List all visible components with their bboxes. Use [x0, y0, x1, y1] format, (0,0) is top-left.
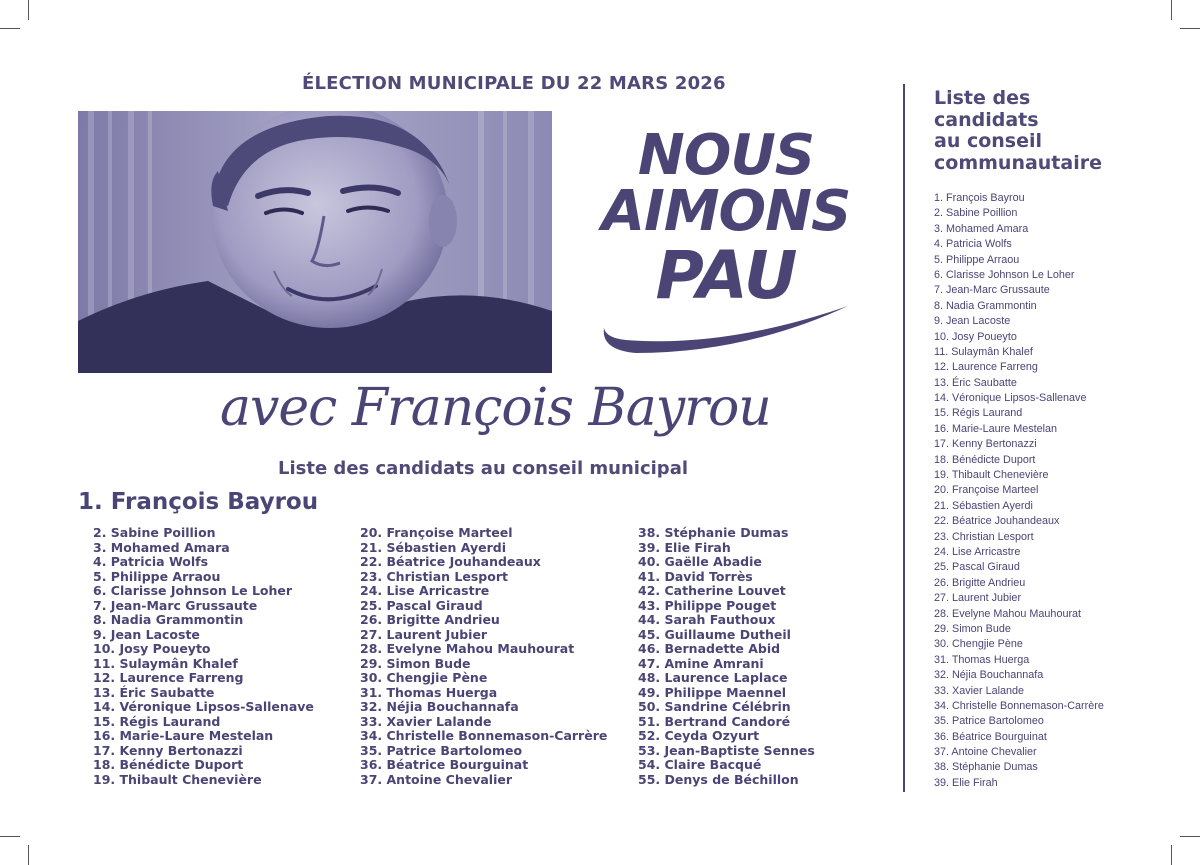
candidate-list-item: 13. Éric Saubatte	[934, 376, 1017, 389]
candidate-list-item: 14. Véronique Lipsos-Sallenave	[934, 392, 1087, 405]
candidate-list-item: 51. Bertrand Candoré	[638, 713, 791, 729]
candidate-list-item: 13. Éric Saubatte	[93, 684, 215, 700]
candidate-list-item: 20. Françoise Marteel	[360, 525, 513, 540]
candidate-list-item: 17. Kenny Bertonazzi	[93, 742, 243, 758]
candidate-list-item: 46. Bernadette Abid	[638, 641, 781, 656]
candidate-list-item: 30. Chengjie Pène	[934, 638, 1023, 651]
candidate-list-item: 54. Claire Bacqué	[638, 757, 762, 772]
candidate-list-item: 32. Néjia Bouchannafa	[360, 699, 519, 714]
candidate-list-item: 41. David Torrès	[638, 568, 753, 584]
candidate-portrait	[78, 111, 552, 373]
candidate-list-item: 22. Béatrice Jouhandeaux	[934, 515, 1060, 528]
candidate-list-item: 47. Amine Amrani	[638, 655, 764, 671]
crop-mark-bottom-left	[28, 845, 29, 865]
crop-mark-left-bottom	[0, 836, 20, 837]
candidate-list-item: 18. Bénédicte Duport	[93, 757, 244, 772]
communautaire-list	[934, 191, 1104, 791]
candidate-list-item: 35. Patrice Bartolomeo	[360, 742, 523, 758]
candidate-list-item: 31. Thomas Huerga	[360, 684, 498, 700]
municipal-list-title: Liste des candidats au conseil municipal	[278, 458, 689, 479]
candidate-list-item: 15. Régis Laurand	[93, 713, 221, 729]
crop-mark-top-right	[1171, 0, 1172, 20]
candidate-list-item: 27. Laurent Jubier	[360, 626, 488, 642]
crop-mark-left-top	[0, 28, 20, 29]
communautaire-list-title	[934, 88, 1174, 174]
candidate-list-item: 4. Patricia Wolfs	[934, 238, 1012, 251]
candidate-list-item: 37. Antoine Chevalier	[360, 771, 512, 787]
candidate-list-item: 26. Brigitte Andrieu	[360, 612, 500, 627]
candidate-list-item: 3. Mohamed Amara	[93, 539, 230, 555]
candidate-list-item: 25. Pascal Giraud	[934, 561, 1020, 574]
logo-swoosh-icon	[596, 298, 856, 368]
candidate-list-item: 6. Clarisse Johnson Le Loher	[93, 583, 293, 598]
candidate-list-item: 55. Denys de Béchillon	[638, 771, 799, 787]
candidate-list-item: 49. Philippe Maennel	[638, 684, 787, 700]
candidate-list-item: 20. Françoise Marteel	[934, 484, 1039, 497]
candidate-list-item: 14. Véronique Lipsos-Sallenave	[93, 699, 314, 714]
candidate-list-item: 38. Stéphanie Dumas	[638, 525, 789, 540]
candidate-list-item: 34. Christelle Bonnemason-Carrère	[360, 728, 608, 743]
candidate-list-item: 24. Lise Arricastre	[360, 583, 490, 598]
candidate-list-item: 53. Jean-Baptiste Sennes	[638, 742, 815, 758]
candidate-list-item: 16. Marie-Laure Mestelan	[934, 422, 1058, 435]
crop-mark-top-left	[28, 0, 29, 20]
candidate-list-item: 38. Stéphanie Dumas	[934, 761, 1038, 774]
candidate-list-item: 37. Antoine Chevalier	[934, 746, 1037, 759]
candidate-list-item: 22. Béatrice Jouhandeaux	[360, 554, 541, 569]
logo-line-aimons: AIMONS	[601, 179, 851, 244]
candidate-list-item: 25. Pascal Giraud	[360, 597, 483, 613]
candidate-list-item: 19. Thibault Chenevière	[93, 771, 262, 787]
candidate-list-item: 32. Néjia Bouchannafa	[934, 669, 1044, 682]
logo-line-nous: NOUS	[637, 123, 815, 188]
candidate-list-item: 15. Régis Laurand	[934, 407, 1023, 420]
municipal-column-3	[638, 526, 815, 787]
crop-mark-right-bottom	[1180, 836, 1200, 837]
tagline: avec François Bayrou	[220, 378, 771, 438]
candidate-list-item: 34. Christelle Bonnemason-Carrère	[934, 699, 1104, 712]
candidate-list-item: 19. Thibault Chenevière	[934, 469, 1049, 482]
candidate-list-item: 10. Josy Poueyto	[93, 641, 211, 656]
communautaire-title-line: communautaire	[934, 151, 1102, 174]
candidate-list-item: 8. Nadia Grammontin	[93, 612, 244, 627]
candidate-list-item: 3. Mohamed Amara	[934, 222, 1029, 235]
candidate-list-item: 9. Jean Lacoste	[934, 315, 1011, 328]
vertical-divider	[903, 84, 905, 792]
candidate-list-item: 29. Simon Bude	[360, 655, 471, 671]
candidate-list-item: 5. Philippe Arraou	[934, 253, 1020, 266]
candidate-list-item: 16. Marie-Laure Mestelan	[93, 728, 274, 743]
candidate-list-item: 52. Ceyda Ozyurt	[638, 728, 760, 743]
candidate-list-item: 33. Xavier Lalande	[934, 684, 1025, 697]
candidate-list-item: 5. Philippe Arraou	[93, 568, 221, 584]
candidate-list-item: 10. Josy Poueyto	[934, 330, 1017, 343]
candidate-list-item: 17. Kenny Bertonazzi	[934, 438, 1037, 451]
candidate-list-item: 28. Evelyne Mahou Mauhourat	[360, 641, 575, 656]
candidate-list-item: 27. Laurent Jubier	[934, 592, 1022, 605]
candidate-list-item: 21. Sébastien Ayerdi	[360, 539, 507, 555]
candidate-list-item: 11. Sulaymân Khalef	[93, 655, 238, 671]
candidate-list-item: 36. Béatrice Bourguinat	[934, 730, 1047, 743]
candidate-list-item: 28. Evelyne Mahou Mauhourat	[934, 607, 1082, 620]
crop-mark-bottom-right	[1171, 845, 1172, 865]
candidate-list-item: 11. Sulaymân Khalef	[934, 345, 1033, 358]
election-date-heading: ÉLECTION MUNICIPALE DU 22 MARS 2026	[302, 73, 726, 94]
candidate-list-item: 43. Philippe Pouget	[638, 597, 777, 613]
head-candidate: 1. François Bayrou	[78, 489, 319, 515]
crop-mark-right-top	[1180, 28, 1200, 29]
candidate-list-item: 2. Sabine Poillion	[934, 207, 1018, 220]
candidate-list-item: 7. Jean-Marc Grussaute	[93, 597, 258, 613]
candidate-list-item: 23. Christian Lesport	[360, 568, 508, 584]
candidate-list-item: 33. Xavier Lalande	[360, 713, 492, 729]
logo-line-pau: PAU	[655, 237, 797, 314]
candidate-list-item: 18. Bénédicte Duport	[934, 453, 1036, 466]
candidate-list-item: 1. François Bayrou	[934, 192, 1025, 204]
candidate-list-item: 26. Brigitte Andrieu	[934, 576, 1026, 589]
candidate-list-item: 7. Jean-Marc Grussaute	[934, 284, 1050, 297]
communautaire-title-line: au conseil	[934, 130, 1043, 152]
candidate-list-item: 6. Clarisse Johnson Le Loher	[934, 268, 1075, 281]
candidate-list-item: 23. Christian Lesport	[934, 530, 1034, 543]
candidate-list-item: 30. Chengjie Pène	[360, 670, 488, 685]
candidate-list-item: 50. Sandrine Célébrin	[638, 699, 791, 714]
municipal-column-1	[93, 526, 314, 787]
candidate-list-item: 4. Patricia Wolfs	[93, 554, 209, 569]
candidate-list-item: 45. Guillaume Dutheil	[638, 626, 791, 642]
candidate-list-item: 29. Simon Bude	[934, 622, 1011, 635]
candidate-list-item: 44. Sarah Fauthoux	[638, 612, 776, 627]
nous-aimons-pau-logo	[596, 118, 856, 368]
candidate-list-item: 36. Béatrice Bourguinat	[360, 757, 529, 772]
communautaire-title-line: candidats	[934, 108, 1039, 131]
candidate-list-item: 39. Elie Firah	[934, 776, 998, 789]
candidate-list-item: 9. Jean Lacoste	[93, 626, 200, 642]
candidate-list-item: 8. Nadia Grammontin	[934, 299, 1037, 312]
candidate-list-item: 12. Laurence Farreng	[934, 361, 1038, 374]
candidate-list-item: 21. Sébastien Ayerdi	[934, 499, 1033, 512]
candidate-list-item: 39. Elie Firah	[638, 539, 731, 555]
candidate-list-item: 35. Patrice Bartolomeo	[934, 715, 1044, 728]
candidate-list-item: 48. Laurence Laplace	[638, 670, 788, 685]
candidate-list-item: 2. Sabine Poillion	[93, 525, 216, 540]
candidate-list-item: 24. Lise Arricastre	[934, 545, 1021, 558]
municipal-column-2	[360, 526, 607, 787]
communautaire-title-line: Liste des	[934, 87, 1031, 109]
candidate-list-item: 42. Catherine Louvet	[638, 583, 786, 598]
candidate-list-item: 40. Gaëlle Abadie	[638, 554, 762, 569]
candidate-list-item: 31. Thomas Huerga	[934, 653, 1030, 666]
candidate-list-item: 12. Laurence Farreng	[93, 670, 244, 685]
